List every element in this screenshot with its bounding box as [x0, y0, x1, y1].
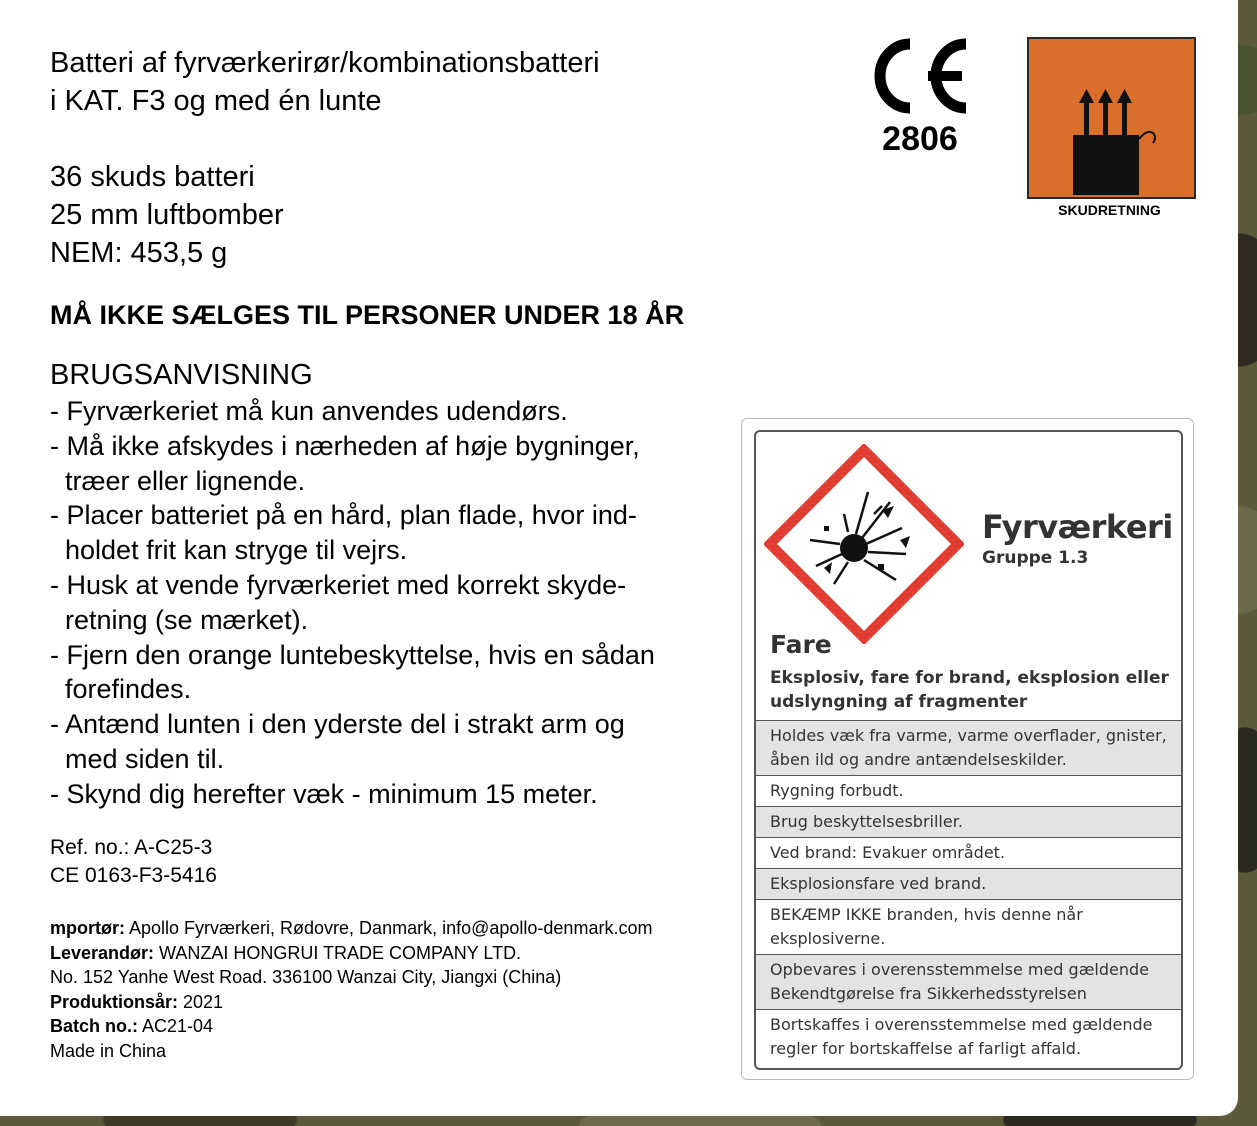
instruction-line: med siden til.	[50, 743, 225, 774]
ref-number: Ref. no.: A-C25-3	[50, 836, 213, 859]
hazard-line-1: Eksplosiv, fare for brand, eksplosion eller	[770, 668, 1169, 688]
statement-line: Brug beskyttelsesbriller.	[770, 812, 963, 831]
ghs-title: Fyrværkeri	[982, 508, 1173, 546]
firing-direction-caption: SKUDRETNING	[1058, 202, 1161, 218]
ghs-subtitle: Gruppe 1.3	[982, 548, 1089, 568]
product-specs	[50, 158, 284, 272]
hazard-line-2: udslyngning af fragmenter	[770, 692, 1028, 712]
title-line-2: i KAT. F3 og med én lunte	[50, 85, 382, 117]
instruction-line: - Må ikke afskydes i nærheden af høje bygninger,	[50, 430, 640, 461]
instruction-line: - Husk at vende fyrværkeriet med korrekt skyde-	[50, 569, 627, 600]
importer-info	[50, 916, 652, 1063]
instruction-line: træer eller lignende.	[50, 465, 306, 496]
age-warning: MÅ IKKE SÆLGES TIL PERSONER UNDER 18 ÅR	[50, 300, 685, 330]
reference-numbers	[50, 834, 217, 890]
instructions-heading: BRUGSANVISNING	[50, 359, 313, 391]
production-year-line: Produktionsår: 2021	[50, 991, 224, 1012]
precautionary-statements	[756, 720, 1181, 1064]
precautionary-statement	[756, 868, 1181, 899]
signal-word: Fare	[770, 630, 832, 659]
statement-line: Rygning forbudt.	[770, 781, 904, 800]
shell-size: 25 mm luftbomber	[50, 199, 284, 231]
statement-line: regler for bortskaffelse af farligt affald.	[770, 1039, 1082, 1058]
statement-line: Holdes væk fra varme, varme overflader, gnister,	[770, 726, 1167, 745]
net-explosive-mass: NEM: 453,5 g	[50, 237, 228, 269]
instruction-line: - Fyrværkeriet må kun anvendes udendørs.	[50, 396, 568, 426]
instruction-line: forefindes.	[50, 674, 192, 705]
hazard-statement	[770, 666, 1170, 714]
firing-direction-icon	[1027, 37, 1196, 199]
instruction-line: - Antænd lunten i den yderste del i strakt arm og	[50, 709, 625, 740]
importer-line: mportør: Apollo Fyrværkeri, Rødovre, Danmark, info@apollo-denmark.com	[50, 918, 653, 938]
precautionary-statement	[756, 775, 1181, 806]
statement-line: Ved brand: Evakuer området.	[770, 843, 1006, 862]
statement-line: åben ild og andre antændelseskilder.	[770, 750, 1067, 769]
instruction-line: - Fjern den orange luntebeskyttelse, hvis en sådan	[50, 639, 655, 670]
instruction-line: - Skynd dig herefter væk - minimum 15 meter.	[50, 778, 598, 809]
ce-notified-body-number: 2806	[882, 120, 958, 158]
statement-line: eksplosiverne.	[770, 929, 886, 948]
statement-line: Opbevares i overensstemmelse med gældende	[770, 960, 1149, 979]
precautionary-statement	[756, 899, 1181, 954]
instruction-line: holdet frit kan stryge til vejrs.	[50, 535, 408, 566]
ce-mark-icon	[862, 36, 974, 121]
explosive-pictogram-icon	[764, 444, 964, 649]
statement-line: Bekendtgørelse fra Sikkerhedsstyrelsen	[770, 984, 1087, 1003]
instruction-line: retning (se mærket).	[50, 604, 309, 635]
ce-certificate: CE 0163-F3-5416	[50, 864, 217, 887]
precautionary-statement	[756, 720, 1181, 775]
precautionary-statement	[756, 1009, 1181, 1064]
statement-line: BEKÆMP IKKE branden, hvis denne når	[770, 905, 1083, 924]
title-line-1: Batteri af fyrværkerirør/kombinationsbatteri	[50, 47, 600, 79]
statement-line: Eksplosionsfare ved brand.	[770, 874, 987, 893]
precautionary-statement	[756, 837, 1181, 868]
address-line: No. 152 Yanhe West Road. 336100 Wanzai City, Jiangxi (China)	[50, 967, 562, 987]
instructions-list	[50, 394, 730, 812]
origin-line: Made in China	[50, 1040, 167, 1061]
ghs-hazard-label	[754, 430, 1183, 1070]
shot-count: 36 skuds batteri	[50, 161, 255, 193]
precautionary-statement	[756, 954, 1181, 1009]
product-title	[50, 44, 600, 120]
supplier-line: Leverandør: WANZAI HONGRUI TRADE COMPANY LTD.	[50, 942, 522, 963]
instruction-line: - Placer batteriet på en hård, plan flade, hvor ind-	[50, 500, 637, 531]
precautionary-statement	[756, 806, 1181, 837]
batch-line: Batch no.: AC21-04	[50, 1016, 214, 1036]
statement-line: Bortskaffes i overensstemmelse med gældende	[770, 1015, 1153, 1034]
